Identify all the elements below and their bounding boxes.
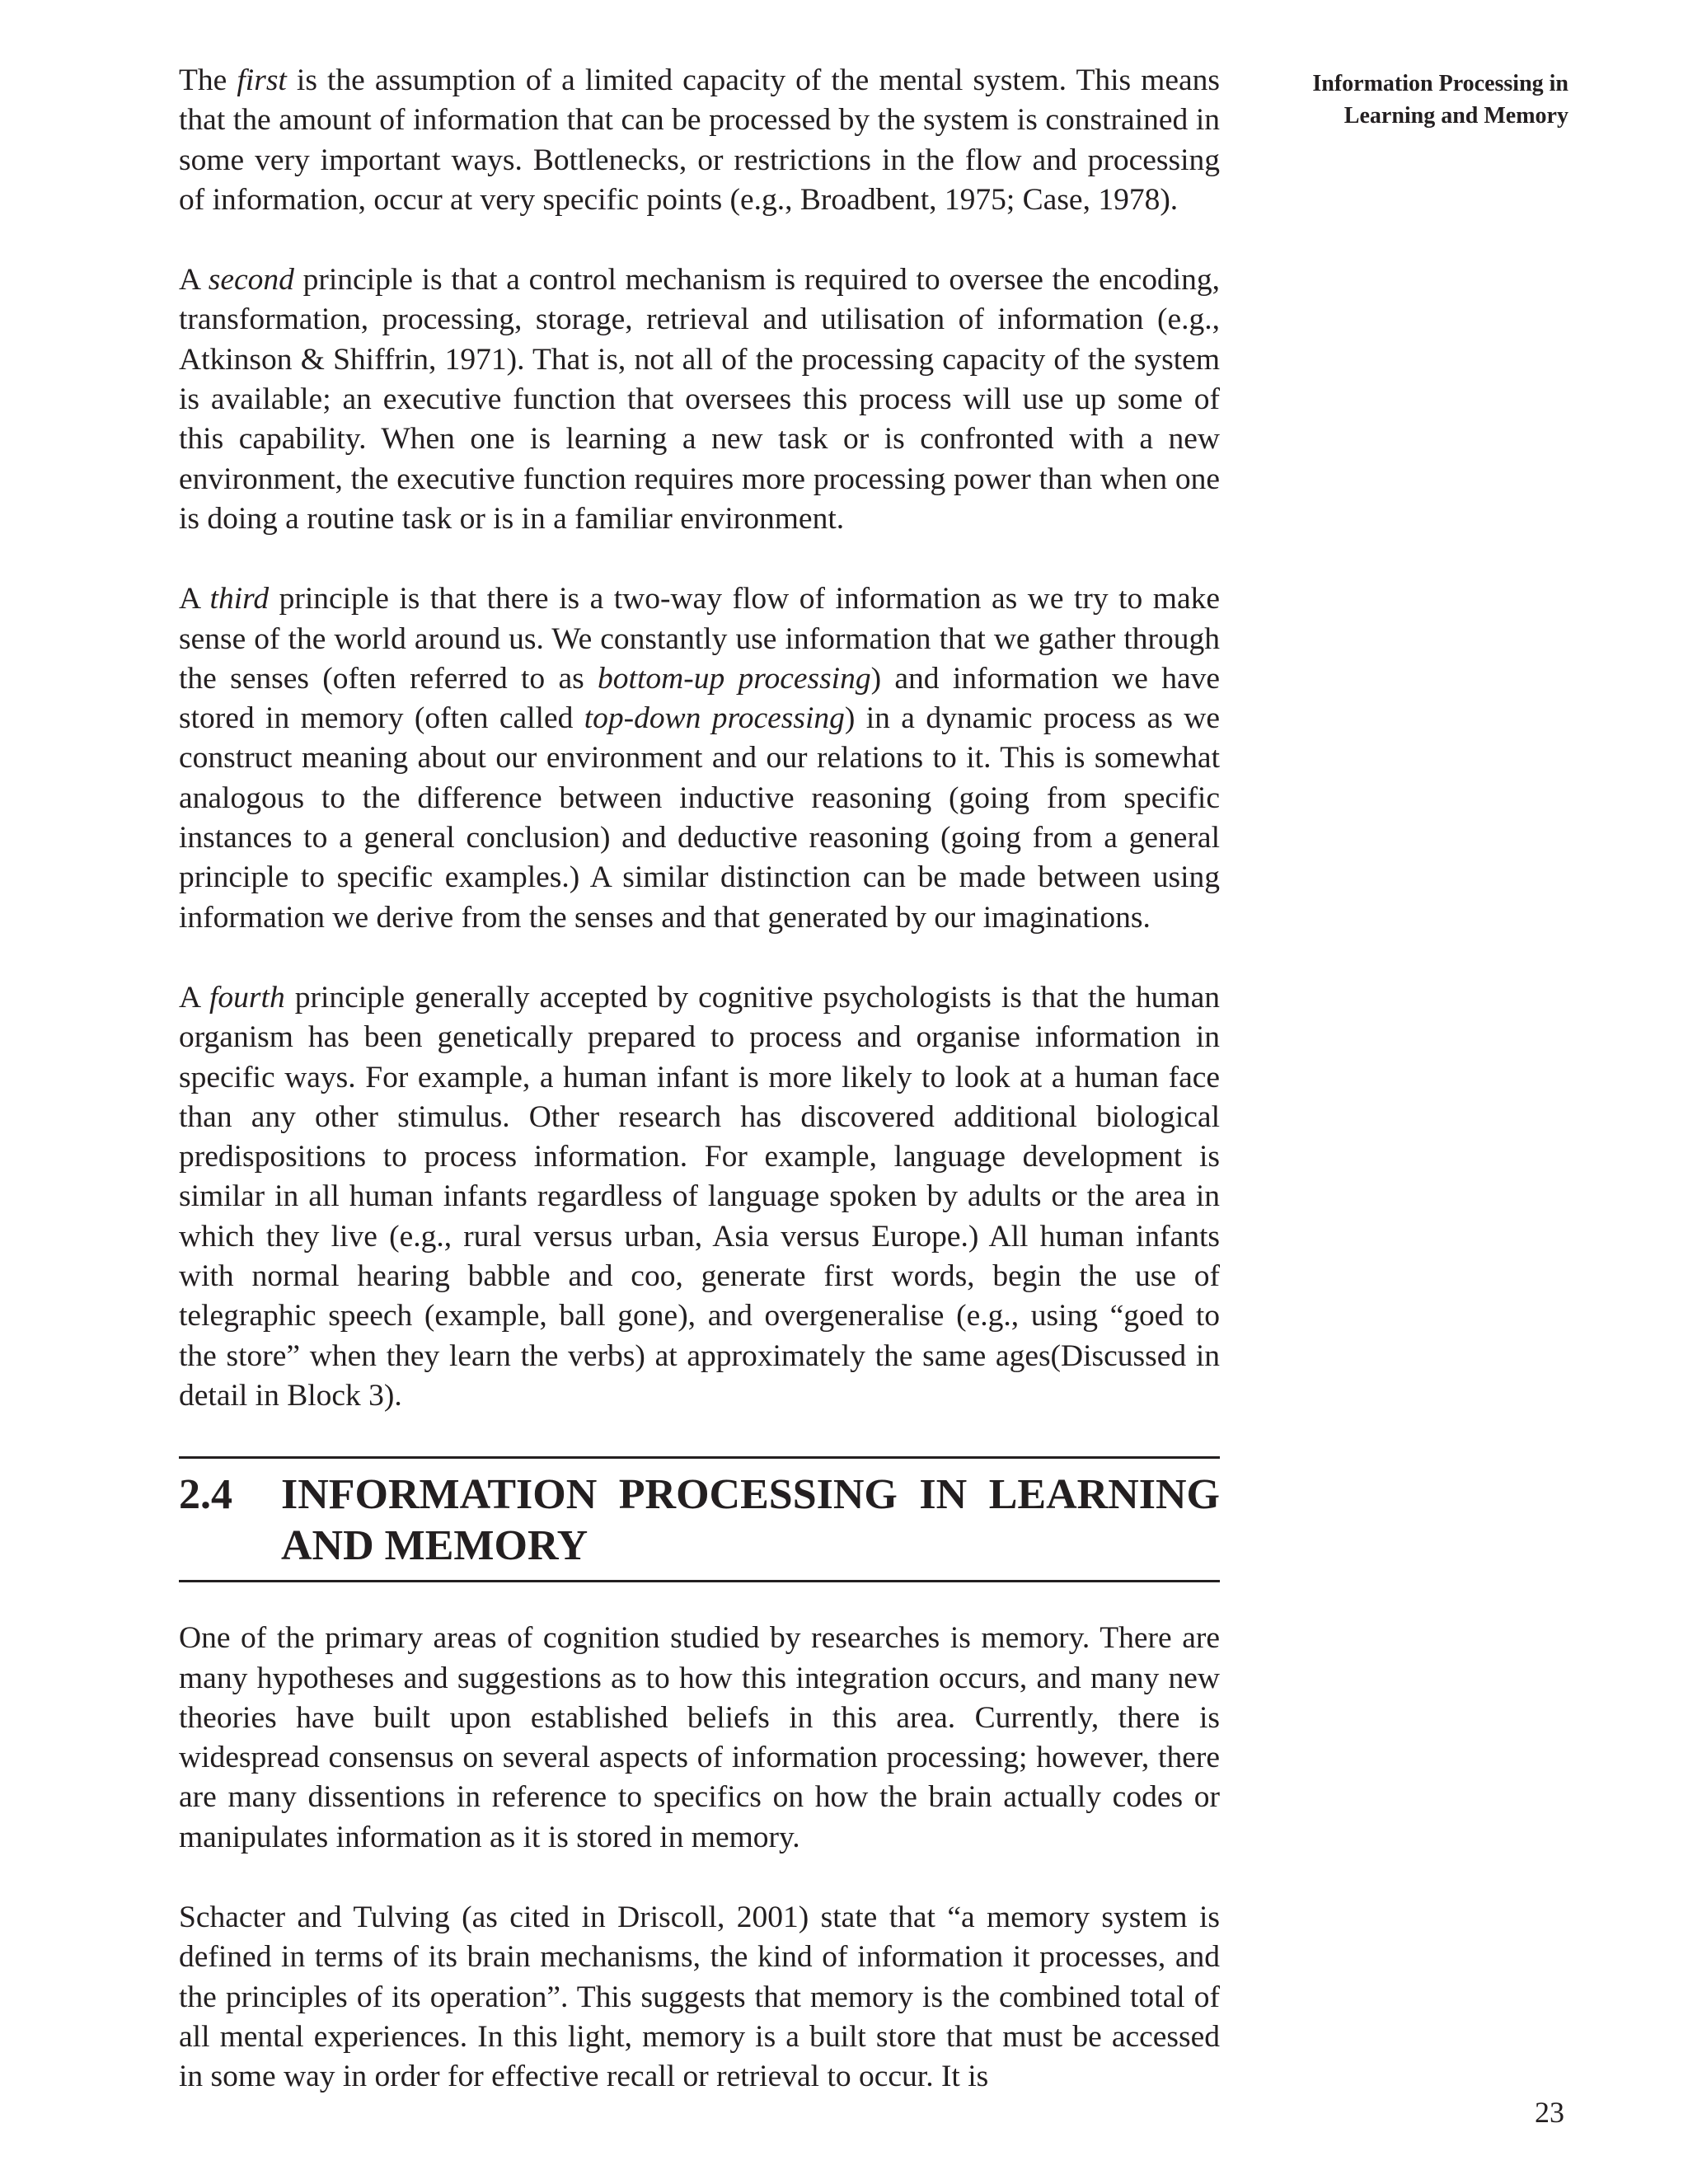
text-run: principle is that there is a two-way flow of information as we try to make sense of the world around us. We constantly use information that we gather through the senses (often referred to as [179, 582, 1221, 696]
emphasis-top-down: top-down processing [584, 701, 845, 736]
text-run: principle is that a control mechanism is required to oversee the encoding, transformation, processing, storage, retrieval and utilisation of information (e.g., Atkinson & Shiffrin, 1971). That is, not all of the processing capacity of the system is available; an executive function that oversees this process will use up some of this capability. When one is learning a new task or is confronted with a new environment, the executive function requires more processing power than when one is doing a routine task or is in a familiar environment. [179, 263, 1221, 536]
section-heading [179, 1456, 1220, 1582]
paragraph-fourth-principle [179, 978, 1220, 1416]
text-run: The [179, 63, 237, 97]
paragraph-second-principle [179, 260, 1220, 539]
paragraph-first-principle [179, 61, 1220, 220]
emphasis-bottom-up: bottom-up processing [598, 661, 871, 696]
running-head [1312, 68, 1568, 132]
paragraph-memory-intro: One of the primary areas of cognition studied by researches is memory. There are many hypotheses and suggestions as to how this integration occurs, and many new theories have built upon established beliefs in this area. Currently, there is widespread consensus on several aspects of information processing; however, there are many dissentions in reference to specifics on how the brain actually codes or manipulates information as it is stored in memory. [179, 1621, 1220, 1854]
emphasis-second: second [208, 263, 294, 298]
text-run: is the assumption of a limited capacity of the mental system. This means that the amount of information that can be processed by the system is constrained in some very important ways. Bottlenecks, or restrictions in the flow and processing of information, occur at very specific points (e.g., Broadbent, 1975; Case, 1978). [179, 63, 1220, 217]
page-number: 23 [1535, 2096, 1564, 2129]
section-title: INFORMATION PROCESSING IN LEARNING AND MEMORY [281, 1471, 1220, 1570]
running-head-line-2: Learning and Memory [1343, 103, 1568, 129]
text-run: A [179, 980, 210, 1015]
text-run: ) and information we have stored in memory (often called [179, 661, 1220, 736]
text-run: A [179, 263, 209, 298]
paragraph-third-principle [179, 579, 1220, 938]
main-text-column [179, 61, 1220, 2137]
running-head-line-1: Information Processing in [1312, 71, 1568, 96]
text-run: A [179, 582, 210, 616]
text-run: principle generally accepted by cognitive psychologists is that the human organism has been genetically prepared to process and organise information in specific ways. For example, a human infant is more likely to look at a human face than any other stimulus. Other research has discovered additional biological predispositions to process information. For example, language development is similar in all human infants regardless of language spoken by adults or the area in which they live (e.g., rural versus urban, Asia versus Europe.) All human infants with normal hearing babble and coo, generate first words, begin the use of telegraphic speech (example, ball gone), and overgeneralise (e.g., using “goed to the store” when they learn the verbs) at approximately the same ages(Discussed in detail in Block 3). [179, 980, 1220, 1413]
text-run: ) in a dynamic process as we construct meaning about our environment and our relations to it. This is somewhat analogous to the difference between inductive reasoning (going from specific instances to a general conclusion) and deductive reasoning (going from a general principle to specific examples.) A similar distinction can be made between using information we derive from the senses and that generated by our imaginations. [179, 701, 1221, 935]
section-number: 2.4 [179, 1471, 232, 1519]
paragraph-schacter-tulving: Schacter and Tulving (as cited in Driscoll, 2001) state that “a memory system is defined in terms of its brain mechanisms, the kind of information it processes, and the principles of its operation”. This suggests that memory is the combined total of all mental experiences. In this light, memory is a built store that must be accessed in some way in order for effective recall or retrieval to occur. It is [179, 1900, 1220, 2094]
emphasis-first: first [237, 63, 287, 97]
emphasis-third: third [209, 582, 270, 616]
emphasis-fourth: fourth [209, 980, 285, 1015]
